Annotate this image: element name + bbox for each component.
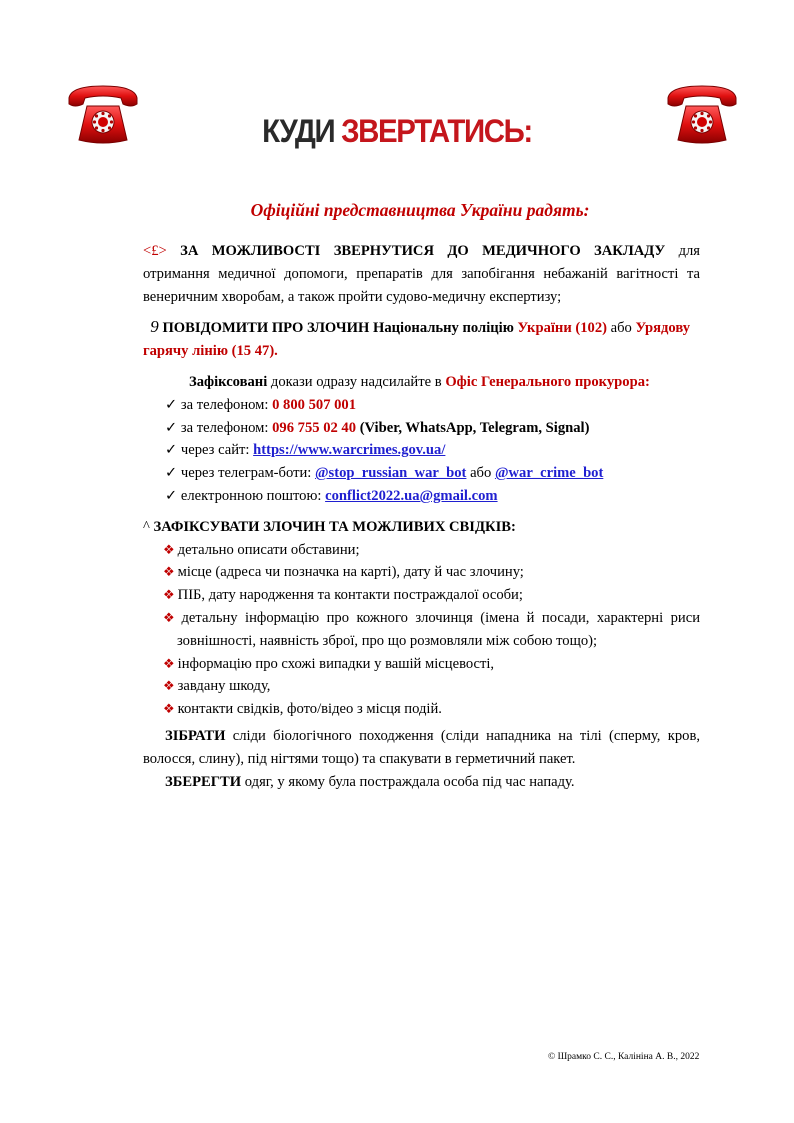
title-part2: ЗВЕРТАТИСЬ: (341, 113, 532, 149)
check-icon: ✓ (165, 396, 178, 413)
site-link[interactable]: https://www.warcrimes.gov.ua/ (253, 442, 446, 459)
item-report-marker: 9 (150, 317, 159, 337)
list-item: ❖ контакти свідків, фото/відео з місця подій. (163, 701, 442, 718)
item-report-heading: ПОВІДОМИТИ ПРО ЗЛОЧИН (162, 320, 370, 337)
phone2-apps: (Viber, WhatsApp, Telegram, Signal) (359, 419, 590, 436)
check-icon: ✓ (165, 419, 178, 436)
collect-paragraph (143, 725, 700, 771)
keep-paragraph (143, 771, 700, 794)
list-item: ❖ завдану шкоду, (163, 678, 271, 695)
item-report-police: Національну поліцію (373, 320, 514, 337)
contact-email: ✓ електронною поштою: conflict2022.ua@gmail.com (165, 487, 498, 504)
subtitle: Офіційні представництва України радять: (250, 200, 590, 220)
email-link[interactable]: conflict2022.ua@gmail.com (325, 487, 498, 504)
bullet-icon: ❖ (163, 587, 175, 603)
bot1-link[interactable]: @stop_russian_war_bot (314, 465, 467, 482)
document-body (143, 240, 700, 793)
list-item: ❖ детально описати обставини; (163, 541, 360, 558)
check-icon: ✓ (165, 465, 178, 482)
check-icon: ✓ (165, 487, 178, 504)
page-title (32, 113, 762, 150)
item-report-police-number: України (102) (517, 320, 607, 337)
list-item: ❖ детальну інформацію про кожного злочинця (імена й посади, характерні риси зовнішності, наявність зброї, про що розмовляли між собою тощо); (163, 609, 701, 649)
collect-heading: ЗІБРАТИ (165, 727, 226, 744)
bullet-icon: ❖ (163, 564, 175, 580)
evidence-bold: Зафіксовані (189, 373, 268, 390)
check-icon: ✓ (165, 442, 178, 459)
bullet-icon: ❖ (163, 655, 175, 671)
title-part1: КУДИ (262, 113, 335, 149)
item-record (143, 516, 700, 539)
contact-list (143, 394, 700, 508)
item-report-or: або (610, 320, 632, 337)
item-report (143, 316, 700, 363)
bullet-icon: ❖ (163, 678, 175, 694)
keep-text: одяг, у якому була постраждала особа під час нападу. (244, 773, 575, 790)
item-report-hotline: Урядову гарячу лінію (15 47). (143, 320, 691, 360)
bullet-icon: ❖ (163, 701, 175, 717)
evidence-text: докази одразу надсилайте в (270, 373, 442, 390)
list-item: ❖ інформацію про схожі випадки у вашій місцевості, (163, 655, 495, 672)
list-item: ❖ ПІБ, дату народження та контакти постраждалої особи; (163, 587, 523, 604)
bullet-icon: ❖ (163, 541, 175, 557)
phone1-number: 0 800 507 001 (272, 396, 357, 413)
list-item: ❖ місце (адреса чи позначка на карті), дату й час злочину; (163, 564, 524, 581)
phone2-number: 096 755 02 40 (272, 419, 357, 436)
footer-copyright: © Шрамко С. С., Калініна А. В., 2022 (548, 1052, 700, 1062)
record-bullet-list (143, 539, 700, 721)
contact-bots: ✓ через телеграм-боти: @stop_russian_war_bot або @war_crime_bot (165, 465, 604, 482)
bullet-icon: ❖ (163, 609, 179, 625)
evidence-office: Офіс Генерального прокурора: (445, 373, 650, 390)
item-medical-heading: ЗА МОЖЛИВОСТІ ЗВЕРНУТИСЯ ДО МЕДИЧНОГО ЗАКЛАДУ (180, 243, 666, 259)
keep-heading: ЗБЕРЕГТИ (165, 773, 242, 790)
bot2-link[interactable]: @war_crime_bot (494, 465, 604, 482)
item-medical-marker: <£> (143, 243, 167, 259)
evidence-line (143, 371, 700, 394)
contact-phone1: ✓ за телефоном: 0 800 507 001 (165, 396, 357, 413)
contact-phone2: ✓ за телефоном: 096 755 02 40 (Viber, WhatsApp, Telegram, Signal) (165, 419, 590, 436)
item-medical (143, 240, 700, 308)
contact-site: ✓ через сайт: https://www.warcrimes.gov.ua/ (165, 442, 446, 459)
item-record-heading: ЗАФІКСУВАТИ ЗЛОЧИН ТА МОЖЛИВИХ СВІДКІВ: (153, 518, 516, 535)
item-medical-text: для отримання медичної допомоги, препаратів для запобігання небажаній вагітності та венеричним хворобам, а також пройти судово-медичну експертизу; (143, 243, 700, 305)
collect-text: сліди біологічного походження (сліди нападника на тілі (сперму, кров, волосся, слину), під нігтями тощо) та спакувати в герметичний пакет. (143, 727, 700, 767)
item-record-marker: ^ (143, 518, 150, 535)
